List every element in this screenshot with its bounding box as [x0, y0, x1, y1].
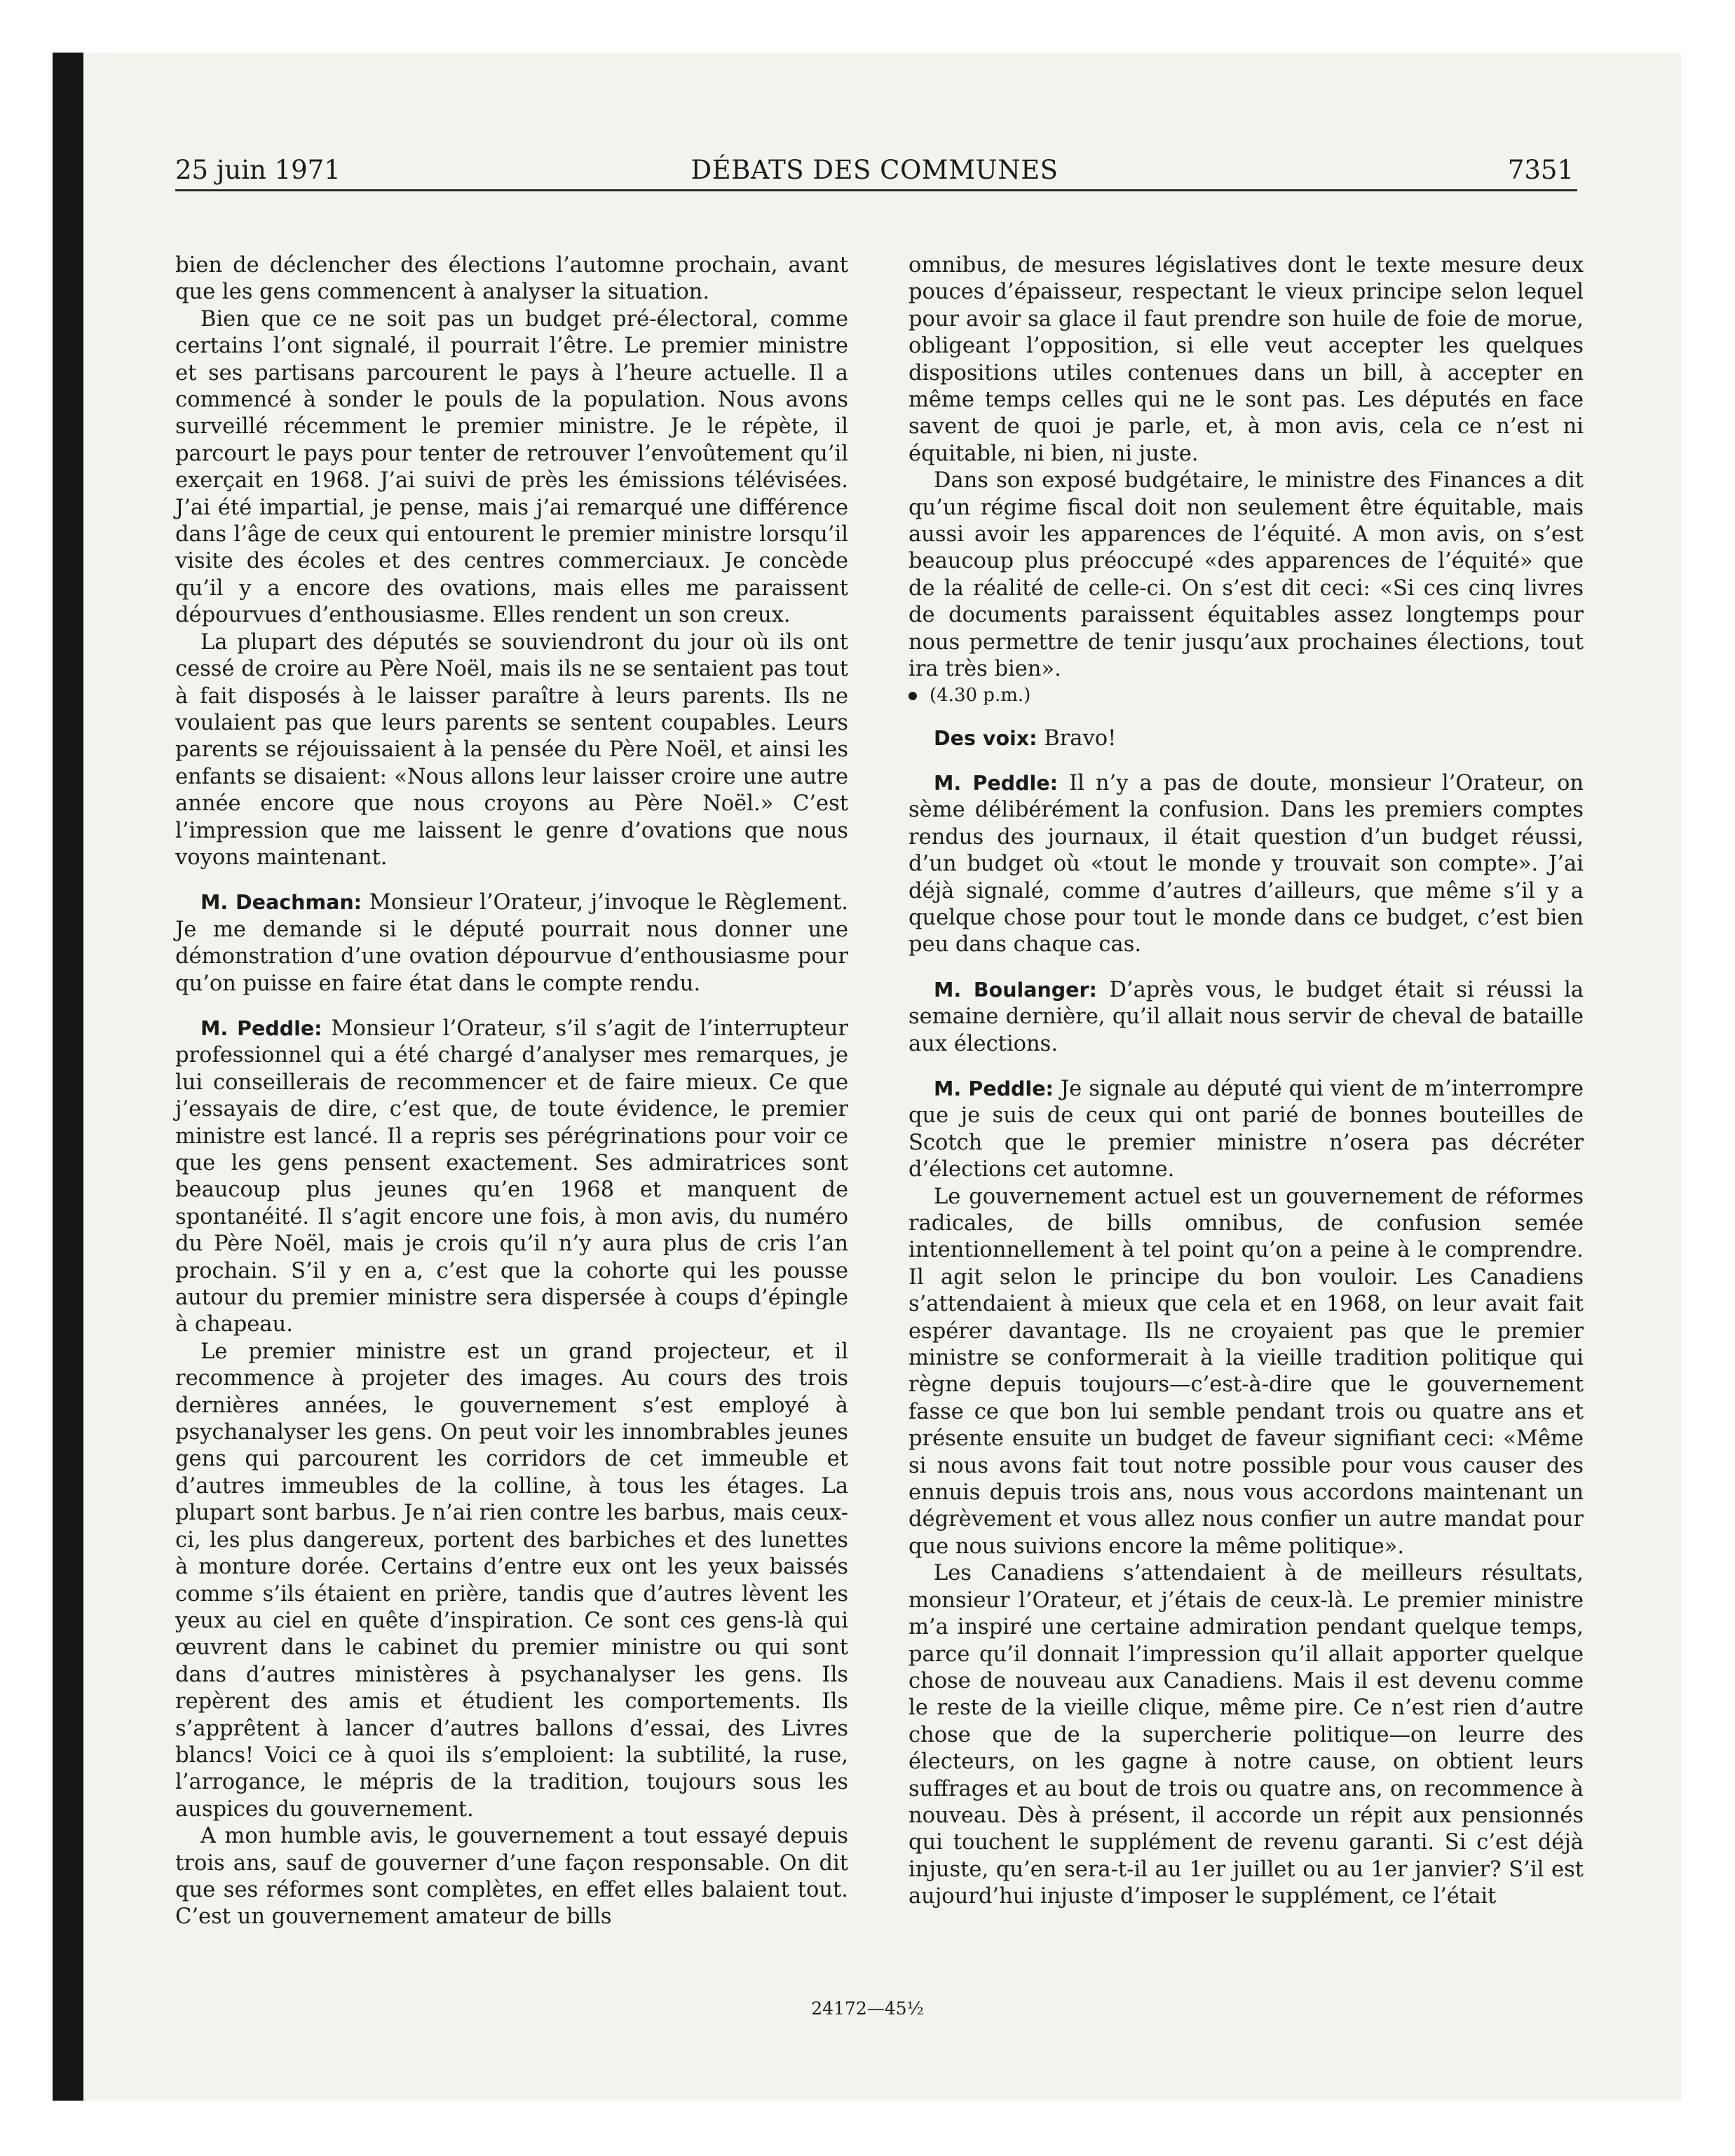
paragraph: Les Canadiens s’attendaient à de meilleurs résultats, monsieur l’Orateur, et j’étais de ceux-là. Le premier ministre m’a inspiré une certaine admiration pendant quelque temps, parce qu’il donnait l’impression qu’il allait apporter quelque chose de nouveau aux Canadiens. Mais il est devenu comme le reste de la vieille clique, même pire. Ce n’est rien d’autre chose que de la supercherie politique—on leurre des électeurs, on les gagne à notre cause, on obtient leurs suffrages et au bout de trois ou quatre ans, on recommence à nouveau. Dès à présent, il accorde un répit aux pensionnés qui touchent le supplément de revenu garanti. Si c’est déjà injuste, qu’en sera-t-il au 1er juillet ou au 1er janvier? S’il est aujourd’hui injuste d’imposer le supplément, ce l’était: [909, 1561, 1584, 1909]
speech-text: Bravo!: [1044, 725, 1117, 751]
paragraph: Dans son exposé budgétaire, le ministre des Finances a dit qu’un régime fiscal doit non seulement être équitable, mais aussi avoir les apparences de l’équité. A mon avis, on s’est beaucoup plus préoccupé «des apparences de l’équité» que de la réalité de celle-ci. On s’est dit ceci: «Si ces cinq livres de documents paraissent équitables assez longtemps pour nous permettre de tenir jusqu’aux prochaines élections, tout ira très bien».: [909, 468, 1584, 682]
page-header: [175, 153, 1574, 195]
speaker-name: M. Boulanger:: [934, 978, 1097, 1002]
speaker-name: M. Peddle:: [934, 1077, 1054, 1100]
right-column: [909, 252, 1584, 1911]
speech-peddle: [909, 1076, 1584, 1184]
footer-signature: 24172—45½: [811, 1998, 924, 2019]
speech-text: Monsieur l’Orateur, s’il s’agit de l’interrupteur professionnel qui a été chargé d’analyser mes remarques, je lui conseillerais de recommencer et de faire mieux. Ce que j’essayais de dire, c’est que, de toute évidence, le premier ministre est lancé. Il a repris ses pérégrinations pour voir ce que les gens pensent exactement. Ses admiratrices sont beaucoup plus jeunes qu’en 1968 et manquent de spontanéité. Il s’agit encore une fois, à mon avis, du numéro du Père Noël, mais je crois qu’il n’y aura plus de cris l’an prochain. S’il y en a, c’est que la cohorte qui les pousse autour du premier ministre sera dispersée à coups d’épingle à chapeau.: [175, 1016, 848, 1337]
speaker-name: M. Peddle:: [200, 1016, 322, 1040]
speech-text: Monsieur l’Orateur, j’invoque le Règlement. Je me demande si le député pourrait nous donner une démonstration d’une ovation dépourvue d’enthousiasme pour qu’on puisse en faire état dans le compte rendu.: [175, 890, 848, 996]
left-column: [175, 252, 848, 1931]
scan-edge: [53, 53, 83, 2101]
paragraph: A mon humble avis, le gouvernement a tout essayé depuis trois ans, sauf de gouverner d’une façon responsable. On dit que ses réformes sont complètes, en effet elles balaient tout. C’est un gouvernement amateur de bills: [175, 1824, 848, 1930]
speech-text: Je signale au député qui vient de m’interrompre que je suis de ceux qui ont parié de bonnes bouteilles de Scotch que le premier ministre n’osera pas décréter d’élections cet automne.: [909, 1076, 1584, 1182]
header-date: 25 juin 1971: [175, 155, 341, 185]
time-marker: [909, 683, 1584, 707]
paragraph: Le gouvernement actuel est un gouvernement de réformes radicales, de bills omnibus, de confusion semée intentionnellement à tel point qu’on a peine à le comprendre. Il agit selon le principe du bon vouloir. Les Canadiens s’attendaient à mieux que cela et en 1968, on leur avait fait espérer davantage. Ils ne croyaient pas que le premier ministre se conformerait à la vieille tradition politique qui règne depuis toujours—c’est-à-dire que le gouvernement fasse ce que bon lui semble pendant trois ou quatre ans et présente ensuite un budget de faveur signifiant ceci: «Même si nous avons fait tout notre possible pour vous causer des ennuis depuis trois ans, nous vous accordons maintenant un dégrèvement et vous allez nous confier un autre mandat pour que nous suivions encore la même politique».: [909, 1184, 1584, 1559]
speech-boulanger: [909, 977, 1584, 1058]
paragraph: La plupart des députés se souviendront du jour où ils ont cessé de croire au Père Noël, mais ils ne se sentaient pas tout à fait disposés à le laisser paraître à leurs parents. Ils ne voulaient pas que leurs parents se sentent coupables. Leurs parents se réjouissaient à la pensée du Père Noël, et ainsi les enfants se disaient: «Nous allons leur laisser croire une autre année encore que nous croyons au Père Noël.» C’est l’impression que me laissent le genre d’ovations que nous voyons maintenant.: [175, 629, 848, 870]
bullet-icon: [909, 692, 917, 700]
speech-peddle: [909, 770, 1584, 959]
speech-voices: [909, 725, 1584, 752]
paragraph: Le premier ministre est un grand projecteur, et il recommence à projeter des images. Au cours des trois dernières années, le gouvernement s’est employé à psychanalyser les gens. On peut voir les innombrables jeunes gens qui parcourent les corridors de cet immeuble et d’autres immeubles de la colline, à tous les étages. La plupart sont barbus. Je n’ai rien contre les barbus, mais ceux-ci, les plus dangereux, portent des barbiches et des lunettes à monture dorée. Certains d’entre eux ont les yeux baissés comme s’ils étaient en prière, tandis que d’autres lèvent les yeux au ciel en quête d’inspiration. Ce sont ces gens-là qui œuvrent dans le cabinet du premier ministre ou qui sont dans d’autres ministères à psychanalyser les gens. Ils repèrent des amis et étudient les comportements. Ils s’apprêtent à lancer d’autres ballons d’essai, des Livres blancs! Voici ce à quoi ils s’emploient: la subtilité, la ruse, l’arrogance, le mépris de la tradition, toujours sous les auspices du gouvernement.: [175, 1339, 848, 1822]
speaker-name: Des voix:: [934, 726, 1037, 750]
paragraph: omnibus, de mesures législatives dont le texte mesure deux pouces d’épaisseur, respectant le vieux principe selon lequel pour avoir sa glace il faut prendre son huile de foie de morue, obligeant l’opposition, si elle veut accepter les quelques dispositions utiles contenues dans un bill, à accepter en même temps celles qui ne le sont pas. Les députés en face savent de quoi je parle, et, à mon avis, cela ce n’est ni équitable, ni bien, ni juste.: [909, 253, 1584, 466]
speech-text: Il n’y a pas de doute, monsieur l’Orateur, on sème délibérément la confusion. Dans les premiers comptes rendus des journaux, il était question d’un budget réussi, d’un budget où «tout le monde y trouvait son compte». J’ai déjà signalé, comme d’autres d’ailleurs, que même s’il y a quelque chose pour tout le monde dans ce budget, c’est bien peu dans chaque cas.: [909, 770, 1584, 957]
paragraph: Bien que ce ne soit pas un budget pré-électoral, comme certains l’ont signalé, il pourrait l’être. Le premier ministre et ses partisans parcourent le pays à l’heure actuelle. Il a commencé à sonder le pouls de la population. Nous avons surveillé récemment le premier ministre. Je le répète, il parcourt le pays pour tenter de retrouver l’envoûtement qu’il exerçait en 1968. J’ai suivi de près les émissions télévisées. J’ai été impartial, je pense, mais j’ai remarqué une différence dans l’âge de ceux qui entourent le premier ministre lorsqu’il visite des écoles et des centres commerciaux. Je concède qu’il y a encore des ovations, mais elles me paraissent dépourvues d’enthousiasme. Elles rendent un son creux.: [175, 306, 848, 628]
speech-peddle: [175, 1016, 848, 1339]
time-mark-text: (4.30 p.m.): [930, 684, 1031, 706]
speaker-name: M. Deachman:: [200, 891, 362, 915]
header-title: DÉBATS DES COMMUNES: [690, 155, 1059, 185]
speech-text: D’après vous, le budget était si réussi la semaine dernière, qu’il allait nous servir de cheval de bataille aux élections.: [909, 977, 1584, 1056]
header-page-number: 7351: [1507, 155, 1574, 185]
speech-deachman: [175, 889, 848, 997]
header-rule: [175, 189, 1577, 191]
speaker-name: M. Peddle:: [934, 771, 1058, 795]
paragraph: bien de déclencher des élections l’automne prochain, avant que les gens commencent à analyser la situation.: [175, 253, 848, 305]
